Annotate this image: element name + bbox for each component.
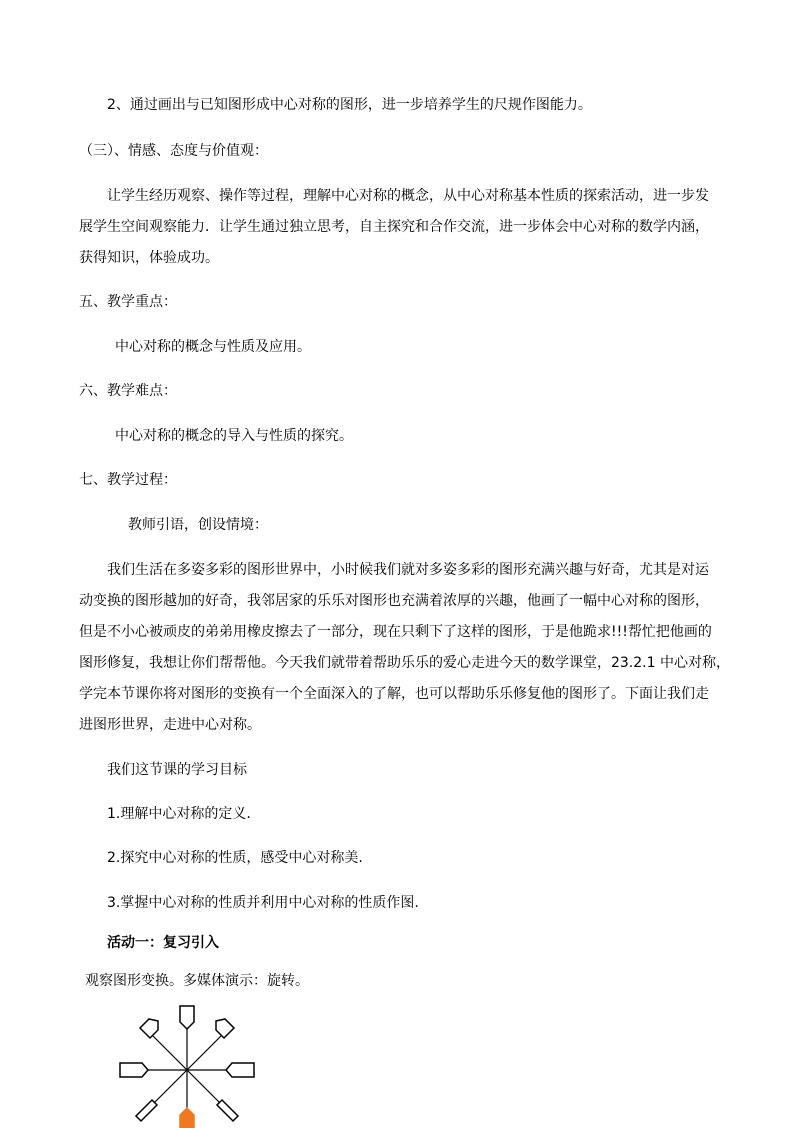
text-line: 但是不小心被顽皮的弟弟用橡皮擦去了一部分，现在只剩下了这样的图形，于是他跪求!!!帮忙把他画的 [79,624,712,640]
rectangle-shape [136,1100,157,1121]
text-line: 中心对称的概念的导入与性质的探究。 [115,428,353,444]
text-line: 观察图形变换。多媒体演示：旋转。 [85,973,309,989]
text-line: 让学生经历观察、操作等过程，理解中心对称的概念，从中心对称基本性质的探索活动，进一步发 [107,188,709,204]
list-item: 1.理解中心对称的定义. [107,806,251,822]
activity-heading: 活动一：复习引入 [107,935,219,951]
rotation-figure [118,1002,264,1128]
figure-spokes [143,1027,231,1110]
section-heading: （三）、情感、态度与价值观： [79,143,268,159]
text-line: 中心对称的概念与性质及应用。 [115,339,311,355]
text-line: 2、通过画出与已知图形成中心对称的图形，进一步培养学生的尺规作图能力。 [107,97,592,113]
text-line: 获得知识，体验成功。 [79,250,219,266]
list-item: 2.探究中心对称的性质，感受中心对称美. [107,850,363,866]
text-line: 进图形世界，走进中心对称。 [79,717,261,733]
pentagon-shape [226,1063,254,1077]
rectangle-shape [217,1100,238,1121]
pentagon-shape [140,1019,158,1038]
section-heading: 七、教学过程： [79,472,177,488]
pentagon-shape [216,1019,234,1038]
list-item: 3.掌握中心对称的性质并利用中心对称的性质作图. [107,895,419,911]
section-heading: 五、教学重点： [79,294,177,310]
text-line: 图形修复，我想让你们帮帮他。今天我们就带着帮助乐乐的爱心走进今天的数学课堂，23.2.1 中心对称， [79,655,730,671]
text-line: 我们这节课的学习目标 [107,762,247,778]
pentagon-shape [120,1063,148,1077]
text-line: 教师引语，创设情境： [128,517,268,533]
text-line: 我们生活在多姿多彩的图形世界中，小时候我们就对多姿多彩的图形充满兴趣与好奇，尤其是对运 [107,562,709,578]
text-line: 展学生空间观察能力．让学生通过独立思考，自主探究和合作交流，进一步体会中心对称的数学内涵， [79,219,709,235]
text-line: 学完本节课你将对图形的变换有一个全面深入的了解，也可以帮助乐乐修复他的图形了。下面让我们走 [79,686,709,702]
pentagon-shape [180,1006,194,1029]
text-line: 动变换的图形越加的好奇，我邻居家的乐乐对图形也充满着浓厚的兴趣，他画了一幅中心对称的图形， [79,593,709,609]
section-heading: 六、教学难点： [79,383,177,399]
highlighted-pentagon-shape [180,1108,194,1128]
